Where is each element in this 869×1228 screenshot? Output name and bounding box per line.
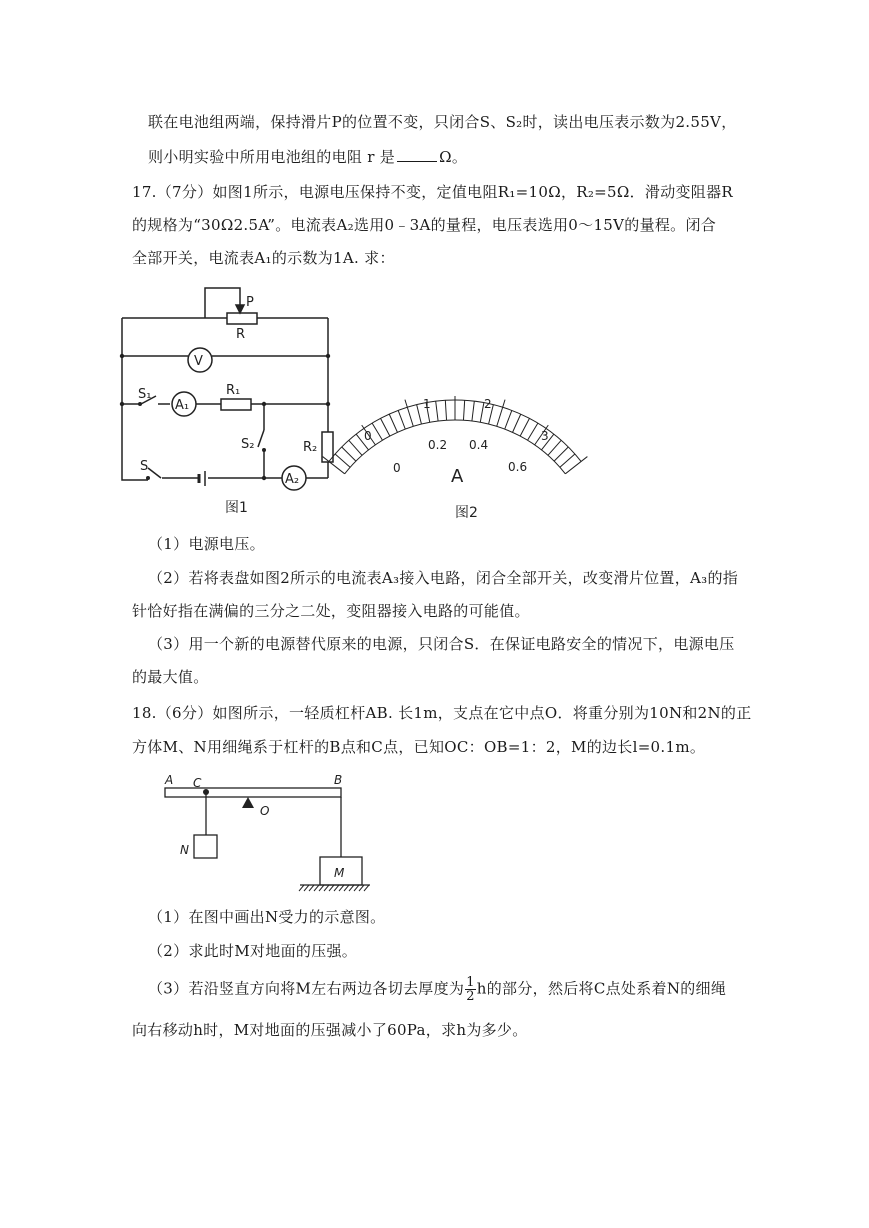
- ground-hatch-line: [344, 885, 349, 891]
- dial-tick: [554, 447, 568, 461]
- dial-tick: [513, 414, 521, 432]
- slider-arrow-icon: [236, 305, 244, 313]
- dial-tick: [497, 400, 505, 427]
- ground-hatch-line: [334, 885, 339, 891]
- label-B: B: [334, 773, 343, 787]
- figure-2-dial: [323, 396, 588, 521]
- q17-sub-2a: （2）若将表盘如图2所示的电流表A₃接入电路，闭合全部开关，改变滑片位置，A₃的指: [148, 569, 739, 587]
- label-M: M: [334, 866, 345, 880]
- label-A1: A₁: [175, 398, 190, 413]
- ground-hatch-line: [309, 885, 314, 891]
- dial-unit: A: [451, 466, 464, 487]
- dial-tick: [342, 447, 356, 461]
- dial-tick: [463, 400, 464, 420]
- ground-hatch-line: [364, 885, 369, 891]
- text-line-1: 联在电池组两端，保持滑片P的位置不变，只闭合S、S₂时，读出电压表示数为2.55V，: [148, 113, 737, 131]
- q18-sub-3c: 向右移动h时，M对地面的压强减小了60Pa，求h为多少。: [132, 1021, 528, 1039]
- q18-sub-3a: （3）若沿竖直方向将M左右两边各切去厚度为: [148, 979, 465, 998]
- q17-line-1: 17.（7分）如图1所示，电源电压保持不变，定值电阻R₁=10Ω，R₂=5Ω．滑动变阻器R: [132, 183, 733, 201]
- dial-tick: [372, 423, 382, 440]
- label-V: V: [194, 354, 203, 369]
- ground-hatch-line: [299, 885, 304, 891]
- label-O: O: [260, 804, 270, 818]
- ground-hatch-line: [329, 885, 334, 891]
- dial-tick: [349, 440, 362, 455]
- dial-tick: [389, 414, 397, 432]
- dial-inner-2: 0.4: [469, 438, 489, 452]
- q17-line-2: 的规格为“30Ω2.5A”。电流表A₂选用0﹣3A的量程，电压表选用0～15V的量程。闭合: [132, 216, 717, 234]
- ground-hatch-line: [319, 885, 324, 891]
- resistor-R1: [221, 399, 251, 410]
- dial-tick: [445, 400, 446, 420]
- q18-sub-1: （1）在图中画出N受力的示意图。: [148, 908, 386, 926]
- cube-N: [194, 835, 217, 858]
- label-A: A: [165, 773, 174, 787]
- dial-outer-1: 1: [423, 397, 431, 411]
- dial-tick: [560, 454, 575, 467]
- dial-tick: [381, 418, 390, 436]
- q18-line-1: 18.（6分）如图所示，一轻质杠杆AB. 长1m，支点在它中点O．将重分别为10N和2N的正: [132, 704, 752, 722]
- dial-inner-3: 0.6: [508, 460, 528, 474]
- label-R1: R₁: [226, 383, 241, 398]
- q17-sub-1: （1）电源电压。: [148, 535, 265, 553]
- switch-S: [148, 468, 161, 478]
- dial-tick: [405, 400, 413, 427]
- fraction-one-half: [465, 976, 476, 1003]
- label-N: N: [180, 843, 189, 857]
- ground-hatch-line: [354, 885, 359, 891]
- label-R: R: [236, 327, 246, 342]
- q17-sub-3a: （3）用一个新的电源替代原来的电源，只闭合S．在保证电路安全的情况下，电源电压: [148, 635, 735, 653]
- dial-tick: [505, 410, 512, 429]
- ground-hatch-line: [349, 885, 354, 891]
- q17-sub-3b: 的最大值。: [132, 668, 209, 686]
- ground-hatch-line: [314, 885, 319, 891]
- ground-hatch-line: [339, 885, 344, 891]
- figure-1-labels: [138, 295, 317, 516]
- point-C-dot: [203, 789, 209, 795]
- dial-tick: [398, 410, 405, 429]
- rheostat-R: [227, 313, 257, 324]
- ground-hatch-line: [324, 885, 329, 891]
- ground-hatch-line: [359, 885, 364, 891]
- label-C: C: [193, 776, 202, 790]
- label-R2: R₂: [303, 440, 318, 455]
- dial-tick: [528, 423, 538, 440]
- dial-tick: [472, 401, 474, 421]
- dial-inner-1: 0.2: [428, 438, 448, 452]
- label-S: S: [140, 459, 149, 474]
- ground-hatch-line: [304, 885, 309, 891]
- q18-line-2: 方体M、N用细绳系于杠杆的B点和C点，已知OC：OB=1：2，M的边长l=0.1m。: [132, 738, 706, 756]
- dial-tick: [548, 440, 561, 455]
- figure-3-labels: [164, 773, 345, 880]
- ground-hatch: [299, 885, 369, 891]
- dial-tick: [520, 418, 529, 436]
- fraction-numerator: 1: [466, 975, 475, 990]
- switch-S2: [258, 430, 264, 447]
- q18-sub-3b: h的部分，然后将C点处系着N的细绳: [476, 979, 727, 998]
- dial-inner-0: 0: [393, 461, 401, 475]
- fraction-denominator: 2: [466, 989, 475, 1004]
- figure-2-caption: 图2: [455, 505, 478, 521]
- lever-bar: [165, 788, 341, 797]
- text-line-2a: 则小明实验中所用电池组的电阻 r 是: [148, 148, 396, 166]
- dial-tick: [436, 401, 438, 421]
- label-S1: S₁: [138, 387, 152, 402]
- q17-line-3: 全部开关，电流表A₁的示数为1A. 求：: [132, 249, 395, 267]
- q18-sub-2: （2）求此时M对地面的压强。: [148, 942, 358, 960]
- dial-outer-0: 0: [364, 429, 372, 443]
- dial-outer-2: 2: [484, 397, 492, 411]
- label-P: P: [246, 295, 254, 310]
- q18-sub-3: [148, 976, 726, 1003]
- fulcrum-icon: [242, 797, 254, 808]
- dial-tick: [417, 405, 422, 424]
- figure-1-nodes: [120, 354, 330, 480]
- figure-1-caption: 图1: [225, 500, 248, 516]
- dial-outer-3: 3: [541, 429, 549, 443]
- text-line-2b: Ω。: [439, 148, 468, 166]
- dial-tick: [335, 454, 350, 467]
- label-A2: A₂: [285, 472, 300, 487]
- q17-sub-2b: 针恰好指在满偏的三分之二处，变阻器接入电路的可能值。: [132, 602, 530, 620]
- label-S2: S₂: [241, 437, 255, 452]
